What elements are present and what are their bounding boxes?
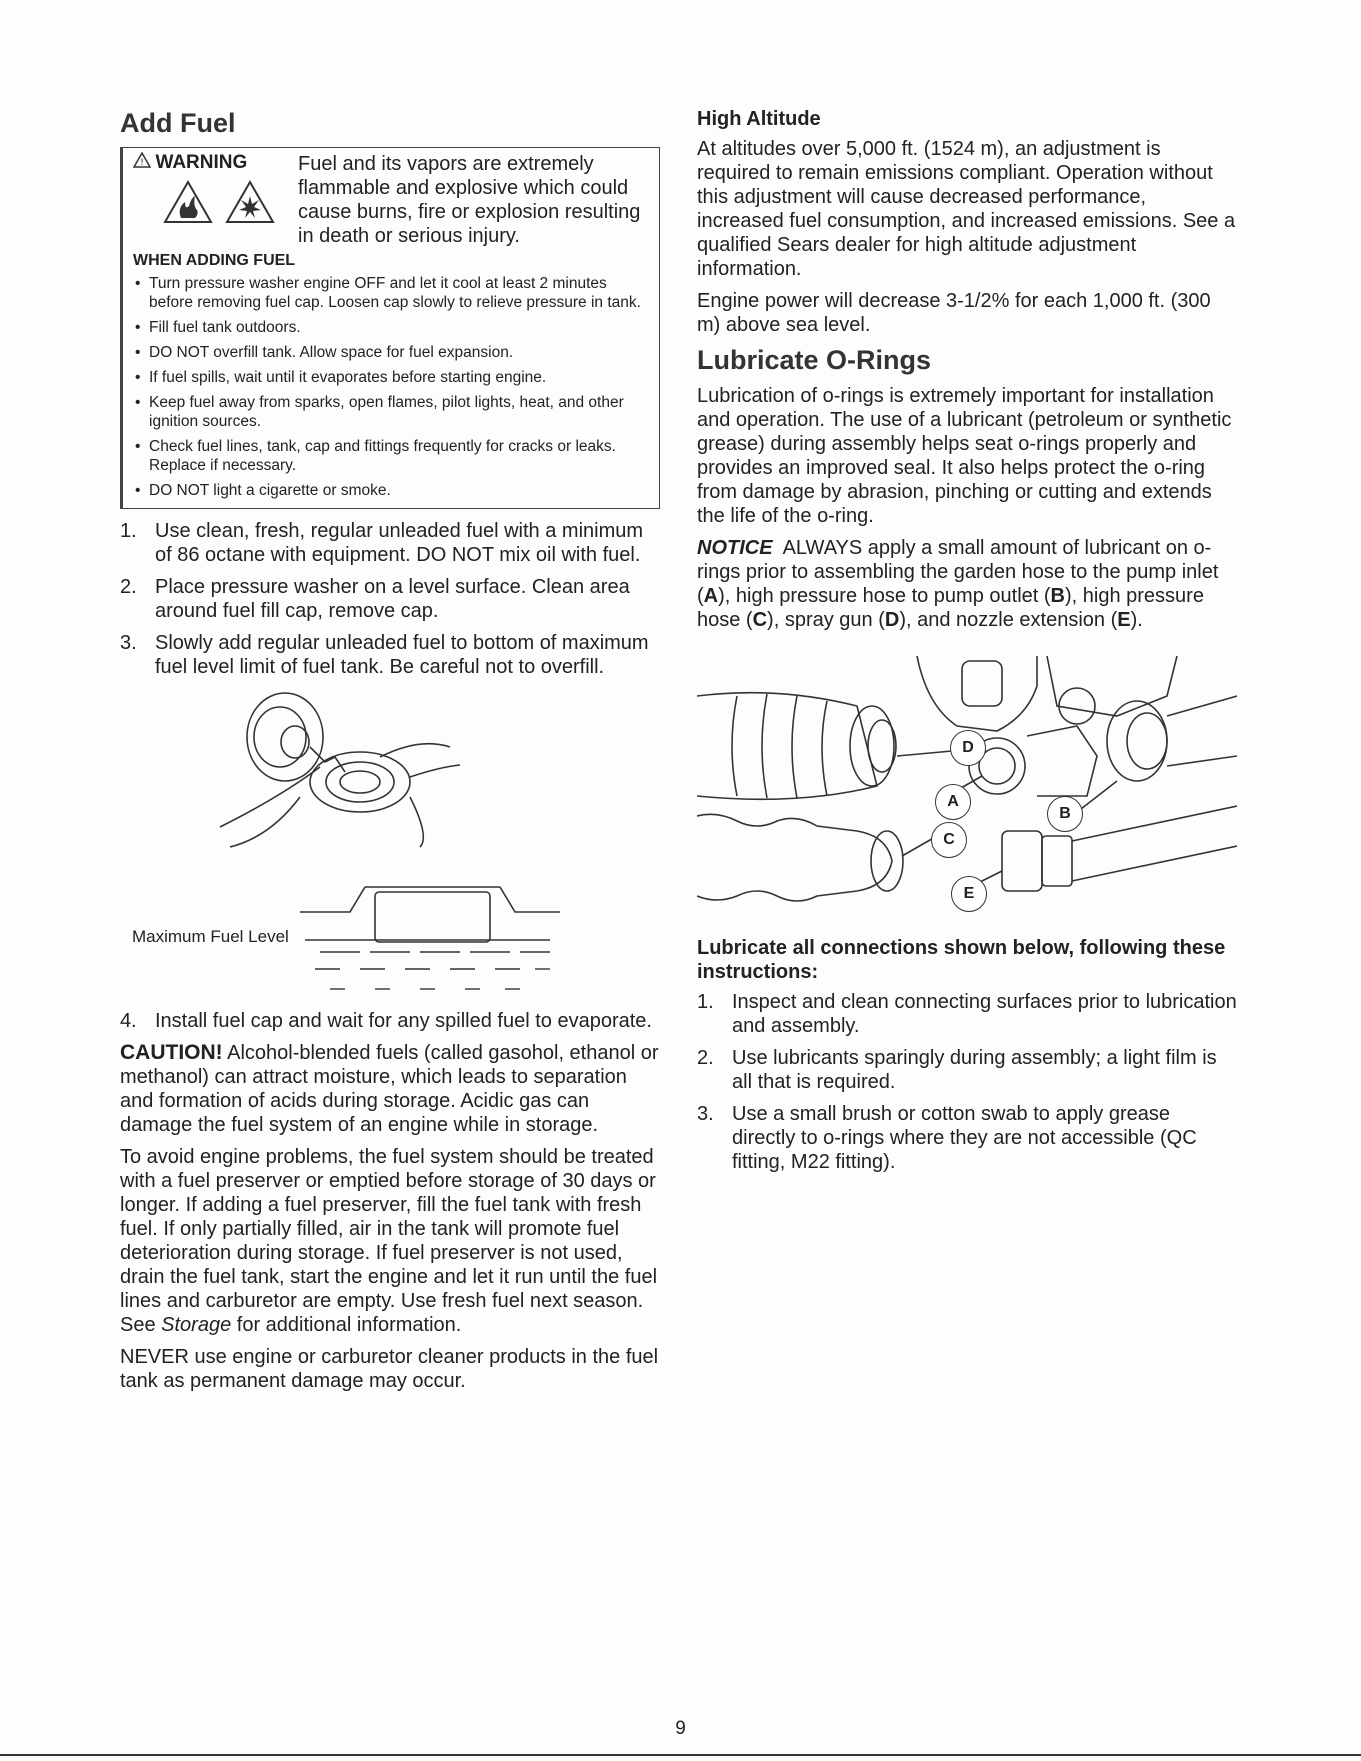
never-paragraph: NEVER use engine or carburetor cleaner products in the fuel tank as permanent damage may occur. [120, 1346, 659, 1392]
callout-d: D [950, 730, 986, 766]
list-item: 2. Use lubricants sparingly during assembly; a light film is all that is required. [697, 1047, 1217, 1093]
notice-word: NOTICE [697, 537, 773, 559]
callout-c: C [931, 822, 967, 858]
warning-box [120, 147, 660, 509]
list-item: 3. Use a small brush or cotton swab to apply grease directly to o-rings where they are not accessible (QC fitting, M22 fitting). [697, 1103, 1197, 1173]
warning-word: WARNING [155, 152, 248, 173]
explosion-hazard-icon [225, 180, 275, 229]
add-fuel-step-4 [120, 1009, 660, 1033]
high-altitude-heading: High Altitude [697, 108, 821, 130]
page-number: 9 [675, 1718, 686, 1739]
caution-paragraph: CAUTION! Alcohol-blended fuels (called gasohol, ethanol or methanol) can attract moisture, which leads to separation and formation of acids during storage. Acidic gas can damage the fuel system of an engine while in storage. [120, 1041, 659, 1136]
lubricate-o-rings-heading: Lubricate O-Rings [697, 345, 932, 375]
high-altitude-paragraph: At altitudes over 5,000 ft. (1524 m), an adjustment is required to remain emissions compliant. Operation without this adjustment will cause decreased performance, increased fuel consumption, and increased emissions. See a qualified Sears dealer for high altitude adjustment information. [697, 138, 1236, 280]
lubrication-paragraph: Lubrication of o-rings is extremely important for installation and operation. The use of a lubricant (petroleum or synthetic grease) during assembly helps seat o-rings properly and provides an improved seal. It also helps protect the o-ring from damage by abrasion, pinching or cutting and extends the life of the o-ring. [697, 385, 1232, 527]
add-fuel-steps [120, 519, 660, 679]
caution-word: CAUTION! [120, 1041, 223, 1064]
list-item: • DO NOT light a cigarette or smoke. [133, 481, 651, 500]
when-adding-fuel-heading: WHEN ADDING FUEL [133, 252, 296, 269]
callout-b: B [1047, 796, 1083, 832]
add-fuel-heading: Add Fuel [120, 108, 236, 138]
callout-a: A [935, 784, 971, 820]
list-item: • Check fuel lines, tank, cap and fittings frequently for cracks or leaks. Replace if necessary. [133, 437, 651, 475]
warning-bullet-list [133, 274, 651, 500]
list-item: 2. Place pressure washer on a level surface. Clean area around fuel fill cap, remove cap. [120, 576, 630, 622]
callout-e: E [951, 876, 987, 912]
list-item: 3. Slowly add regular unleaded fuel to bottom of maximum fuel level limit of fuel tank. Be careful not to overfill. [120, 632, 649, 678]
engine-power-paragraph: Engine power will decrease 3-1/2% for each 1,000 ft. (300 m) above sea level. [697, 290, 1211, 336]
list-item: • DO NOT overfill tank. Allow space for fuel expansion. [133, 343, 651, 362]
fire-hazard-icon [163, 180, 213, 229]
bottom-rule [0, 1754, 1361, 1756]
left-column [120, 108, 660, 1401]
notice-paragraph: NOTICE ALWAYS apply a small amount of lubricant on o-rings prior to assembling the garden hose to the pump inlet (A), high pressure hose to pump outlet (B), high pressure hose (C), spray gun (D), and nozzle extension (E). [697, 537, 1219, 631]
list-item: 1. Inspect and clean connecting surfaces prior to lubrication and assembly. [697, 991, 1237, 1037]
list-item: 1. Use clean, fresh, regular unleaded fuel with a minimum of 86 octane with equipment. DO NOT mix oil with fuel. [120, 520, 644, 566]
list-item: • If fuel spills, wait until it evaporates before starting engine. [133, 368, 651, 387]
warning-text: Fuel and its vapors are extremely flammable and explosive which could cause burns, fire or explosion resulting in death or serious injury. [298, 153, 641, 247]
pump-connections-figure [697, 646, 1237, 936]
list-item: • Turn pressure washer engine OFF and let it cool at least 2 minutes before removing fuel cap. Loosen cap slowly to relieve pressure in tank. [133, 274, 651, 312]
maximum-fuel-level-label: Maximum Fuel Level [132, 927, 289, 946]
fuel-tank-illustration [120, 687, 660, 1009]
svg-text:!: ! [140, 157, 144, 167]
right-column [697, 108, 1237, 1182]
lubricate-instructions-heading: Lubricate all connections shown below, following these instructions: [697, 937, 1226, 983]
storage-paragraph: To avoid engine problems, the fuel system should be treated with a fuel preserver or emptied before storage of 30 days or longer. If adding a fuel preserver, fill the fuel tank with fresh fuel. If only partially filled, air in the tank will promote fuel deterioration during storage. If fuel preserver is not used, drain the fuel tank, start the engine and let it run until the fuel lines and carburetor are empty. Use fresh fuel next season. See Storage for additional information. [120, 1146, 658, 1336]
storage-reference: Storage [161, 1314, 232, 1336]
warning-header [133, 152, 651, 248]
list-item: • Fill fuel tank outdoors. [133, 318, 651, 337]
warning-triangle-icon [133, 155, 155, 172]
list-item: • Keep fuel away from sparks, open flames, pilot lights, heat, and other ignition sources. [133, 393, 651, 431]
fuel-tank-figure [120, 687, 660, 1009]
lubricate-instructions-list [697, 990, 1237, 1174]
list-item: 4. Install fuel cap and wait for any spilled fuel to evaporate. [120, 1010, 652, 1032]
